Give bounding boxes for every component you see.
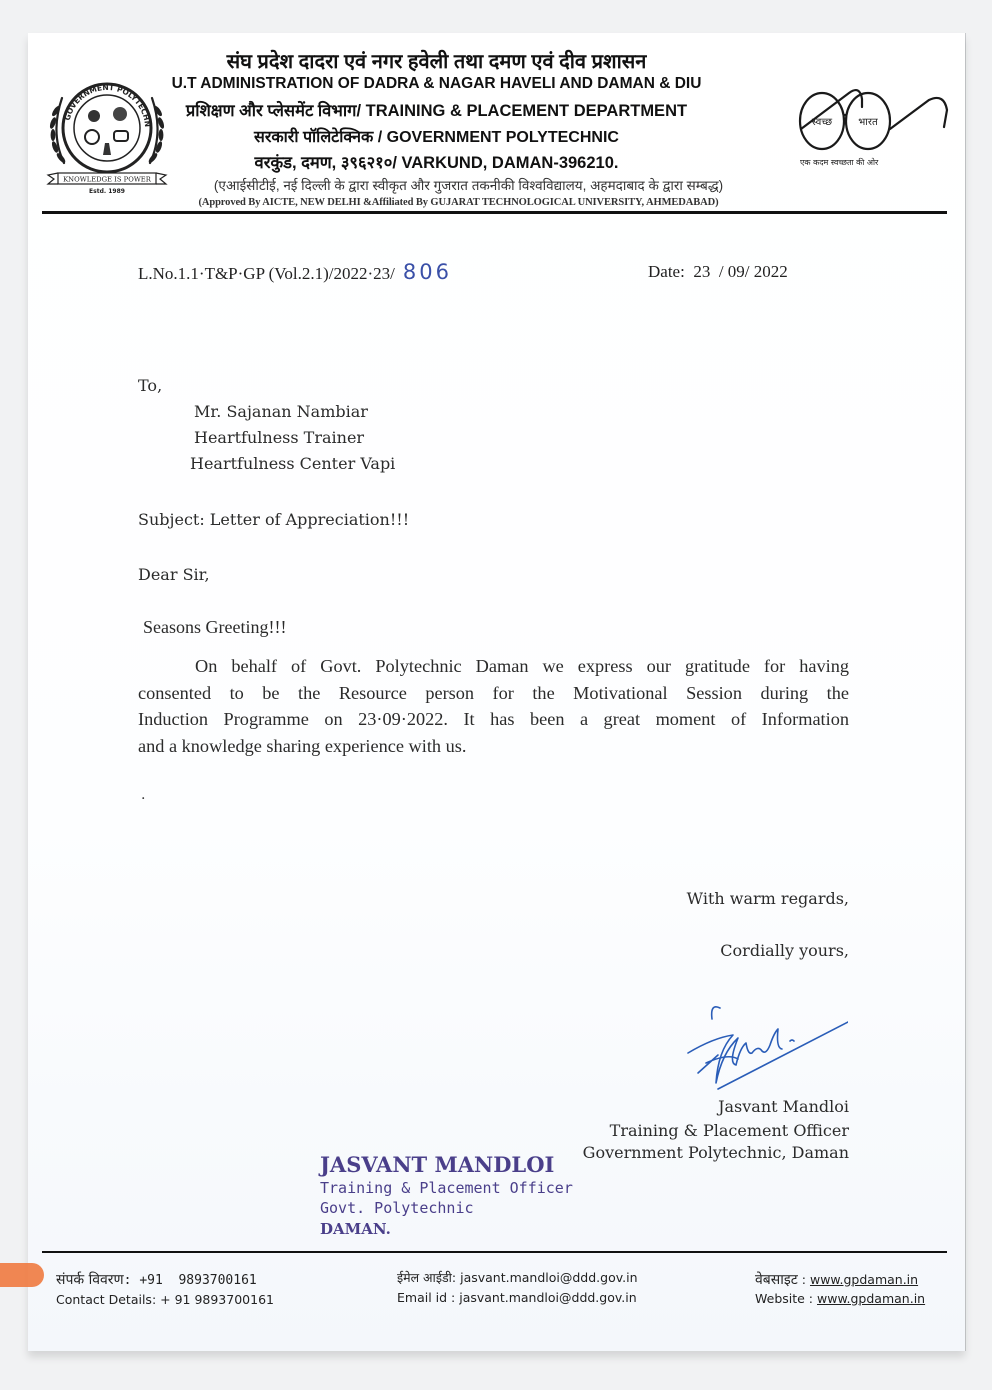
- recipient-organization: Heartfulness Center Vapi: [190, 454, 396, 473]
- body-line: consented to be the Resource person for the Motivational Session during the: [138, 682, 849, 703]
- signatory-designation: Training & Placement Officer: [609, 1121, 849, 1140]
- swachh-left-text: स्वच्छ: [811, 117, 833, 128]
- header-hindi-approval: (एआईसीटीई, नई दिल्ली के द्वारा स्वीकृत और गुजरात तकनीकी विश्वविद्यालय, अहमदाबाद के द्वारा सम्बद्ध): [213, 178, 724, 193]
- salutation: Dear Sir,: [138, 565, 210, 584]
- stamp-name: JASVANT MANDLOI: [320, 1152, 555, 1177]
- highlight-marker: [0, 1263, 44, 1287]
- website-hindi-label: वेबसाइट: [755, 1272, 798, 1288]
- logo-estd: Estd. 1989: [89, 188, 125, 195]
- subject-line: Subject: Letter of Appreciation!!!: [138, 510, 410, 529]
- header-english-approval: (Approved By AICTE, NEW DELHI &Affiliated By GUJARAT TECHNOLOGICAL UNIVERSITY, AHMEDABAD): [198, 197, 719, 208]
- email-hindi: [397, 1269, 638, 1286]
- signature: [678, 993, 848, 1093]
- email-hindi-label: ईमेल आईडी: [397, 1270, 452, 1285]
- greeting: Seasons Greeting!!!: [143, 617, 287, 637]
- footer-divider: [42, 1251, 947, 1253]
- contact-english: Contact Details: + 91 9893700161: [56, 1292, 274, 1307]
- contact-hindi-value: : +91 9893700161: [123, 1273, 257, 1288]
- contact-hindi: [56, 1270, 257, 1289]
- recipient-title: Heartfulness Trainer: [194, 428, 365, 447]
- to-label: To,: [138, 376, 163, 395]
- recipient-name: Mr. Sajanan Nambiar: [194, 402, 368, 421]
- swachh-tagline: एक कदम स्वच्छता की ओर: [800, 158, 879, 167]
- header-address: वरकुंड, दमण, ३९६२१०/ VARKUND, DAMAN-396210.: [254, 154, 619, 172]
- stamp-city: DAMAN.: [320, 1220, 391, 1238]
- reference-number: [138, 260, 452, 284]
- website-link-english[interactable]: www.gpdaman.in: [817, 1291, 926, 1306]
- closing-regards: With warm regards,: [686, 889, 849, 908]
- header-divider: [42, 211, 947, 214]
- body-line: Induction Programme on 23·09·2022. It has been a great moment of Information: [138, 709, 849, 729]
- letter-date: Date: 23 / 09/ 2022: [648, 262, 788, 281]
- letter-body: [138, 653, 849, 759]
- email-english: Email id : jasvant.mandloi@ddd.gov.in: [397, 1290, 637, 1305]
- email-hindi-value: : jasvant.mandloi@ddd.gov.in: [451, 1270, 638, 1285]
- website-hindi: [755, 1270, 918, 1289]
- signatory-name: Jasvant Mandloi: [718, 1097, 849, 1116]
- stamp-institution: Govt. Polytechnic: [320, 1199, 474, 1217]
- stamp-designation: Training & Placement Officer: [320, 1179, 573, 1197]
- header-english-admin: U.T ADMINISTRATION OF DADRA & NAGAR HAVELI AND DAMAN & DIU: [171, 75, 702, 92]
- swachh-right-text: भारत: [858, 117, 878, 128]
- website-separator: :: [797, 1272, 810, 1287]
- header-hindi-admin: संघ प्रदेश दादरा एवं नगर हवेली तथा दमण एवं दीव प्रशासन: [226, 51, 647, 73]
- logo-ring-text: GOVERNMENT POLYTECHN: [62, 82, 153, 128]
- header-department: प्रशिक्षण और प्लेसमेंट विभाग/ TRAINING & PLACEMENT DEPARTMENT: [185, 102, 688, 120]
- letter-page: [28, 33, 965, 1351]
- body-line: On behalf of Govt. Polytechnic Daman we express our gratitude for having: [195, 656, 849, 676]
- signatory-institution: Government Polytechnic, Daman: [582, 1143, 849, 1162]
- reference-handwritten-number: 806: [402, 260, 452, 284]
- header-college: सरकारी पॉलिटेक्निक / GOVERNMENT POLYTECHNIC: [254, 129, 619, 146]
- website-link-hindi[interactable]: www.gpdaman.in: [809, 1272, 919, 1287]
- closing-yours: Cordially yours,: [720, 941, 849, 960]
- logo-motto: KNOWLEDGE IS POWER: [63, 175, 151, 184]
- reference-text: L.No.1.1·T&P·GP (Vol.2.1)/2022·23/: [138, 264, 395, 283]
- stray-mark: .: [141, 787, 146, 803]
- website-english: [755, 1291, 925, 1306]
- signature-icon: [678, 993, 848, 1093]
- website-english-label: Website :: [755, 1291, 817, 1306]
- body-line: and a knowledge sharing experience with us.: [138, 735, 467, 756]
- contact-hindi-label: संपर्क विवरण: [56, 1272, 124, 1288]
